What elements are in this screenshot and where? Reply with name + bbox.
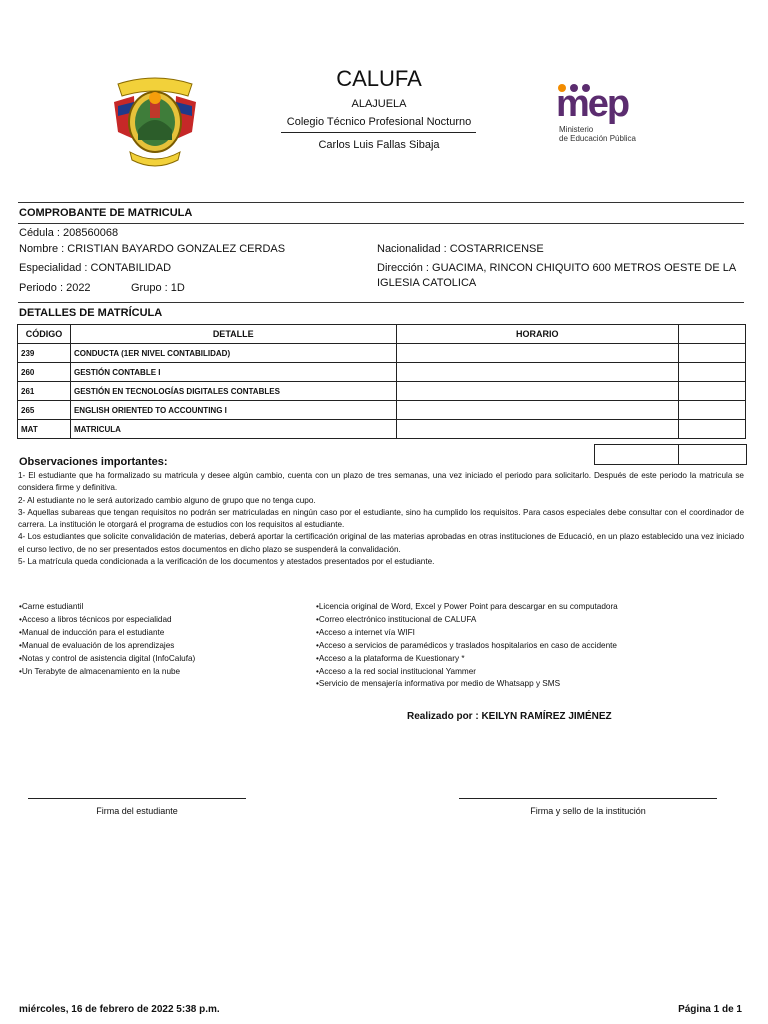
table-row — [18, 344, 746, 363]
cell-detalle: GESTIÓN CONTABLE I — [70, 363, 396, 382]
list-item: •Servicio de mensajería informativa por medio de Whatsapp y SMS — [316, 679, 561, 689]
mep-logo-sub1: Ministerio — [559, 125, 594, 134]
cell-extra — [679, 363, 746, 382]
realizado-por: Realizado por : KEILYN RAMÍREZ JIMÉNEZ — [407, 711, 612, 722]
cell-extra — [679, 401, 746, 420]
cell-codigo: 261 — [18, 382, 71, 401]
list-item: •Acceso a la red social institucional Yammer — [316, 666, 477, 676]
comprobante-heading: COMPROBANTE DE MATRICULA — [19, 207, 193, 219]
cell-codigo: MAT — [18, 420, 71, 439]
column-header-codigo: CÓDIGO — [18, 325, 71, 344]
nombre-field: Nombre : CRISTIAN BAYARDO GONZALEZ CERDAS — [19, 243, 286, 255]
observacion-item: 2- Al estudiante no le será autorizado cambio alguno de grupo que no tenga cupo. — [18, 495, 316, 505]
column-header-horario: HORARIO — [396, 325, 679, 344]
list-item: •Un Terabyte de almacenamiento en la nube — [19, 666, 181, 676]
observacion-item: 1- El estudiante que ha formalizado su matricula y desee algún cambio, cuenta con un plazo de tres semanas, una vez iniciado el periodo para solicitarlo. Después de este periodo la matricula se considera firme y definitiva. — [18, 471, 744, 493]
institution-city: ALAJUELA — [351, 98, 407, 110]
cell-horario — [396, 363, 679, 382]
cell-codigo: 239 — [18, 344, 71, 363]
institution-person-name: Carlos Luis Fallas Sibaja — [318, 139, 440, 151]
cell-detalle: CONDUCTA (1ER NIVEL CONTABILIDAD) — [70, 344, 396, 363]
cell-detalle: GESTIÓN EN TECNOLOGÍAS DIGITALES CONTABLES — [70, 382, 396, 401]
table-row — [18, 363, 746, 382]
observacion-item: 4- Los estudiantes que solicite convalidación de materias, deberá aportar la certificación original de las materias aprobadas en otras instituciones de Educació, en un plazo establecido una vez iniciado el curso lectivo, de no ser presentados estos documentos en dicho plazo se suspenderá la convalidación. — [18, 532, 744, 554]
total-box-left — [594, 444, 679, 465]
section-divider — [18, 223, 744, 224]
signature-label-student: Firma del estudiante — [96, 806, 178, 816]
mep-logo — [556, 80, 666, 146]
list-item: •Licencia original de Word, Excel y Power Point para descargar en su computadora — [316, 602, 618, 611]
list-item: •Acceso a internet vía WIFI — [316, 627, 415, 637]
mep-logo-sub2: de Educación Pública — [559, 134, 636, 143]
observacion-item: 5- La matrícula queda condicionada a la verificación de los documentos y atestados presentados por el estudiante. — [18, 557, 435, 567]
section-divider — [18, 302, 744, 303]
cell-extra — [679, 344, 746, 363]
cell-horario — [396, 344, 679, 363]
beneficios-right-list — [316, 601, 618, 691]
list-item: •Correo electrónico institucional de CALUFA — [316, 614, 477, 624]
cell-detalle: MATRICULA — [70, 420, 396, 439]
table-row — [18, 382, 746, 401]
signature-line-student — [28, 798, 246, 799]
beneficios-left-list — [19, 601, 195, 678]
table-header-row — [18, 325, 746, 344]
mep-logo-wordmark: mep — [556, 83, 629, 125]
list-item: •Acceso a libros técnicos por especialidad — [19, 614, 172, 624]
table-row — [18, 401, 746, 420]
periodo-field: Periodo : 2022 — [19, 282, 91, 294]
list-item: •Manual de inducción para el estudiante — [19, 627, 165, 637]
detalles-table — [17, 324, 746, 439]
list-item: •Notas y control de asistencia digital (InfoCalufa) — [19, 653, 196, 663]
footer-date: miércoles, 16 de febrero de 2022 5:38 p.m. — [19, 1004, 220, 1015]
column-header-detalle: DETALLE — [70, 325, 396, 344]
list-item: •Carne estudiantil — [19, 602, 84, 611]
cell-horario — [396, 382, 679, 401]
observaciones-list — [18, 470, 744, 568]
table-row — [18, 420, 746, 439]
footer-page-number: Página 1 de 1 — [678, 1004, 742, 1015]
section-divider — [18, 202, 744, 203]
observaciones-heading: Observaciones importantes: — [19, 456, 168, 468]
column-header-extra — [679, 325, 746, 344]
cedula-field: Cédula : 208560068 — [19, 227, 119, 239]
cell-extra — [679, 382, 746, 401]
grupo-field: Grupo : 1D — [131, 282, 185, 294]
cell-extra — [679, 420, 746, 439]
signature-line-institution — [459, 798, 717, 799]
signature-label-institution: Firma y sello de la institución — [530, 806, 646, 816]
nacionalidad-field: Nacionalidad : COSTARRICENSE — [377, 243, 544, 255]
cell-horario — [396, 401, 679, 420]
cell-detalle: ENGLISH ORIENTED TO ACCOUNTING I — [70, 401, 396, 420]
detalles-heading: DETALLES DE MATRÍCULA — [19, 307, 163, 319]
total-box-right — [678, 444, 747, 465]
institution-title: CALUFA — [336, 66, 422, 91]
cell-codigo: 265 — [18, 401, 71, 420]
header-underline — [281, 132, 476, 133]
list-item: •Acceso a la plataforma de Kuestionary * — [316, 653, 465, 663]
especialidad-field: Especialidad : CONTABILIDAD — [19, 262, 172, 274]
institution-school-name: Colegio Técnico Profesional Nocturno — [286, 116, 472, 128]
direccion-field: Dirección : GUACIMA, RINCON CHIQUITO 600 METROS OESTE DE LA IGLESIA CATOLICA — [377, 262, 736, 289]
cell-codigo: 260 — [18, 363, 71, 382]
cell-horario — [396, 420, 679, 439]
list-item: •Manual de evaluación de los aprendizajes — [19, 640, 175, 650]
list-item: •Acceso a servicios de paramédicos y traslados hospitalarios en caso de accidente — [316, 640, 617, 650]
observacion-item: 3- Aquellas subareas que tengan requisitos no podrán ser matriculadas en ningún caso por el estudiante, sino ha cumplido los requisitos. Para casos especiales debe consultar con el coordinador de carrera. La institución le otorgará el programa de estudios con los requisitos al estudiante. — [18, 507, 744, 530]
